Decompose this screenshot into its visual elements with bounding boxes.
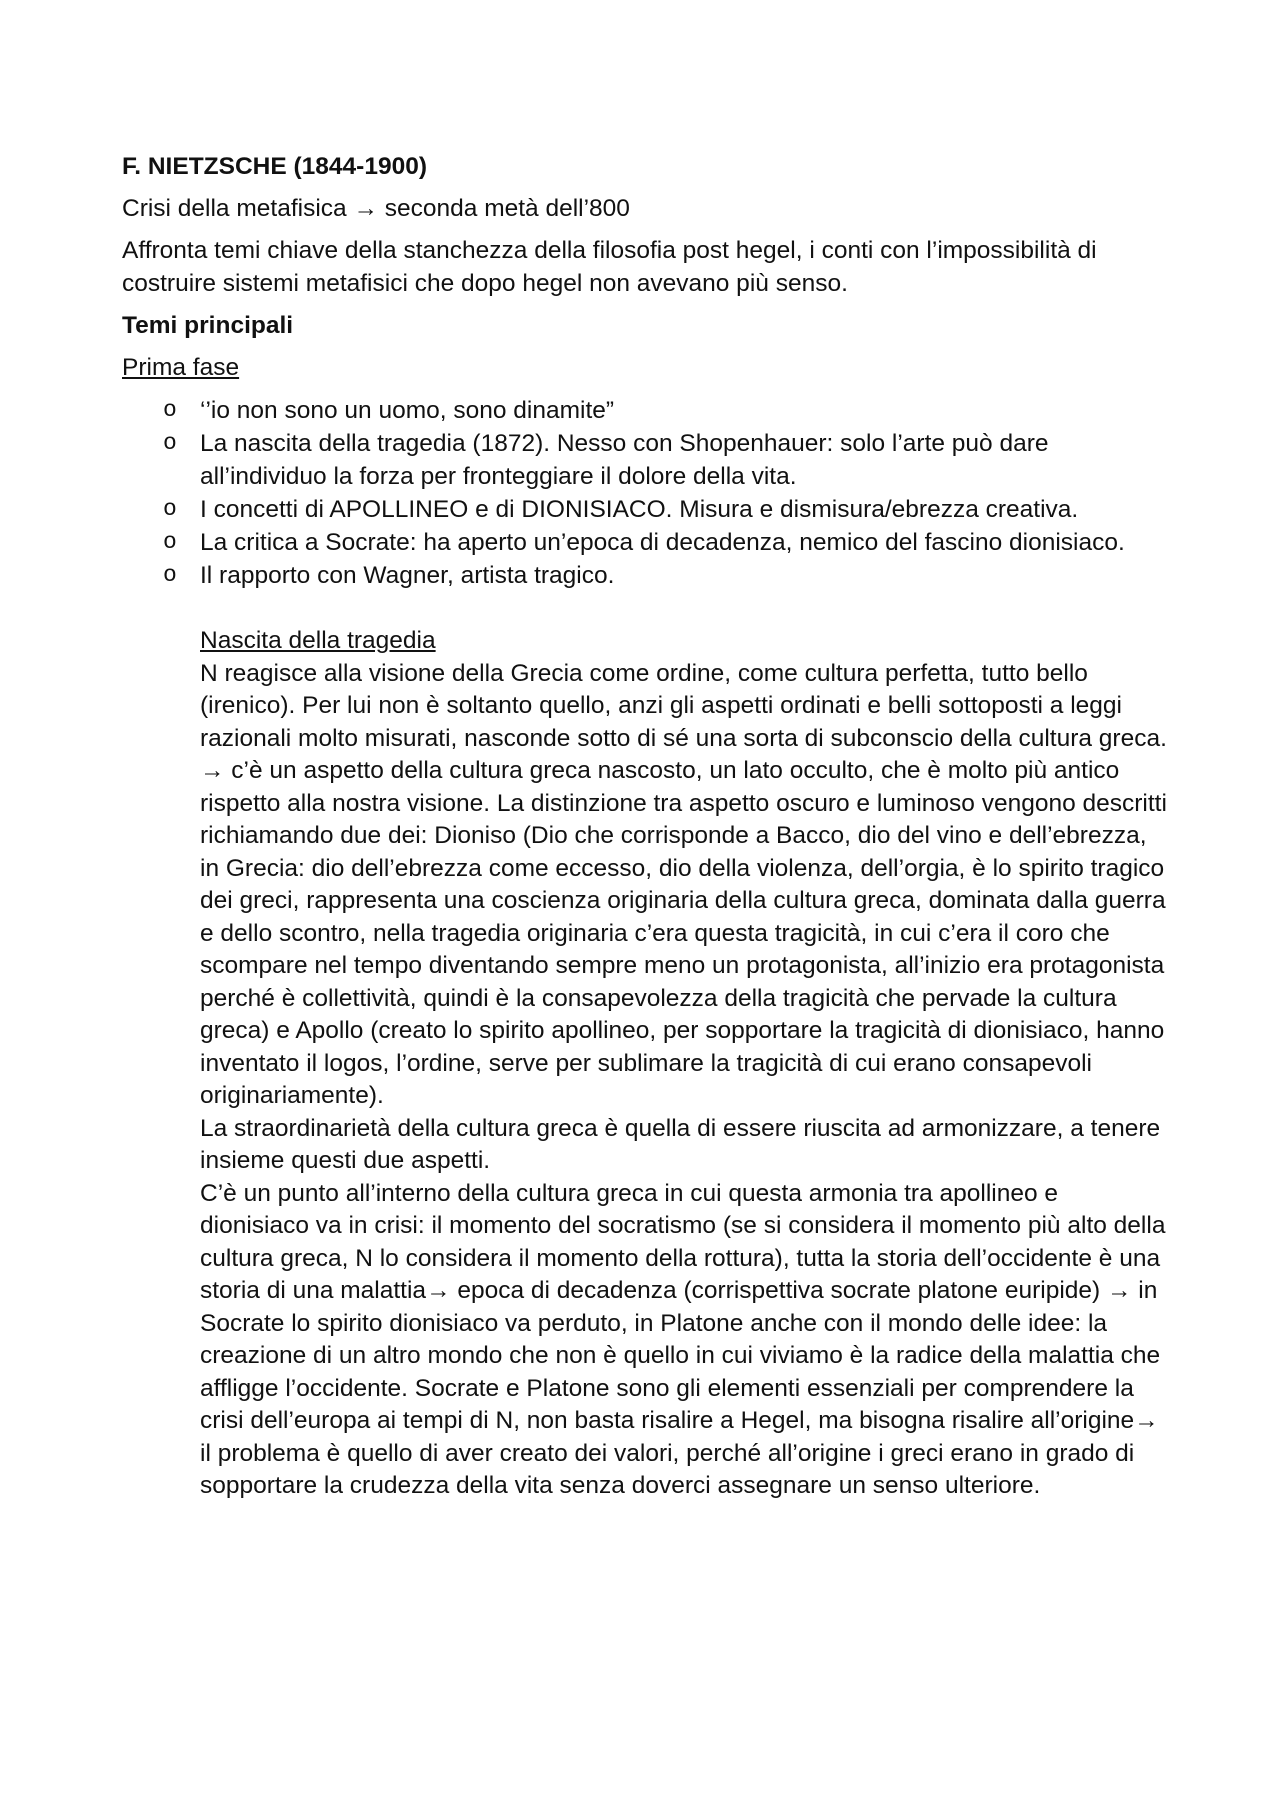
document-title: F. NIETZSCHE (1844-1900) <box>122 153 427 180</box>
list-item-text: I concetti di APOLLINEO e di DIONISIACO. Misura e dismisura/ebrezza creativa. <box>200 496 1079 523</box>
list-item <box>122 427 1172 493</box>
bullet-marker-icon: o <box>163 430 177 456</box>
detail-paragraph: La straordinarietà della cultura greca è quella di essere riuscita ad armonizzare, a tenere insieme questi due aspetti. <box>200 1114 1161 1174</box>
detail-heading: Nascita della tragedia <box>200 627 436 654</box>
bullet-marker-icon: o <box>163 397 177 423</box>
detail-paragraph: C’è un punto all’interno della cultura greca in cui questa armonia tra apollineo e dionisiaco va in crisi: il momento del socratismo (se si considera il momento più alto della cultura greca, N lo considera il momento della rottura), tutta la storia dell’occidente è una storia di una malattia→ epoca di decadenza (corrispettiva socrate platone euripide) → in Socrate lo spirito dionisiaco va perduto, in Platone anche con il mondo delle idee: la creazione di un altro mondo che non è quello in cui viviamo è la radice della malattia che affligge l’occidente. Socrate e Platone sono gli elementi essenziali per comprendere la crisi dell’europa ai tempi di N, non basta risalire a Hegel, ma bisogna risalire all’origine→ il problema è quello di aver creato dei valori, perché all’origine i greci erano in grado di sopportare la crudezza della vita senza doverci assegnare un senso ulteriore. <box>200 1179 1166 1499</box>
list-item-text: ‘’io non sono un uomo, sono dinamite” <box>200 397 615 424</box>
list-item-text: Il rapporto con Wagner, artista tragico. <box>200 562 615 589</box>
detail-paragraph: N reagisce alla visione della Grecia come ordine, come cultura perfetta, tutto bello (irenico). Per lui non è soltanto quello, anzi gli aspetti ordinati e belli sottoposti a leggi razionali molto misurati, nasconde sotto di sé una sorta di subconscio della cultura greca. → c’è un aspetto della cultura greca nascosto, un lato occulto, che è molto più antico rispetto alla nostra visione. La distinzione tra aspetto oscuro e luminoso vengono descritti richiamando due dei: Dioniso (Dio che corrisponde a Bacco, dio del vino e dell’ebrezza, in Grecia: dio dell’ebrezza come eccesso, dio della violenza, dell’orgia, è lo spirito tragico dei greci, rappresenta una coscienza originaria della cultura greca, dominata dalla guerra e dello scontro, nella tragedia originaria c’era questa tragicità, in cui c’era il coro che scompare nel tempo diventando sempre meno un protagonista, all’inizio era protagonista perché è collettività, quindi è la consapevolezza della tragicità che pervade la cultura greca) e Apollo (creato lo spirito apollineo, per sopportare la tragicità di dionisiaco, hanno inventato il logos, l’ordine, serve per sublimare la tragicità di cui erano consapevoli originariamente). <box>200 659 1167 1109</box>
list-item-text: La nascita della tragedia (1872). Nesso con Shopenhauer: solo l’arte può dare all’individuo la forza per fronteggiare il dolore della vita. <box>200 430 1049 490</box>
list-item <box>122 394 1172 427</box>
bullet-marker-icon: o <box>163 562 177 588</box>
list-item-text: La critica a Socrate: ha aperto un’epoca di decadenza, nemico del fascino dionisiaco. <box>200 529 1125 556</box>
document-page <box>122 150 1172 1503</box>
bullet-list <box>122 394 1172 592</box>
bullet-marker-icon: o <box>163 529 177 555</box>
list-item <box>122 526 1172 559</box>
intro-line: Crisi della metafisica → seconda metà dell’800 <box>122 195 630 222</box>
list-item <box>122 493 1172 526</box>
list-item <box>122 559 1172 592</box>
section-heading: Temi principali <box>122 312 294 339</box>
bullet-marker-icon: o <box>163 496 177 522</box>
intro-paragraph: Affronta temi chiave della stanchezza della filosofia post hegel, i conti con l’impossibilità di costruire sistemi metafisici che dopo hegel non avevano più senso. <box>122 237 1097 297</box>
detail-section <box>200 625 1172 1503</box>
subsection-heading: Prima fase <box>122 354 240 381</box>
